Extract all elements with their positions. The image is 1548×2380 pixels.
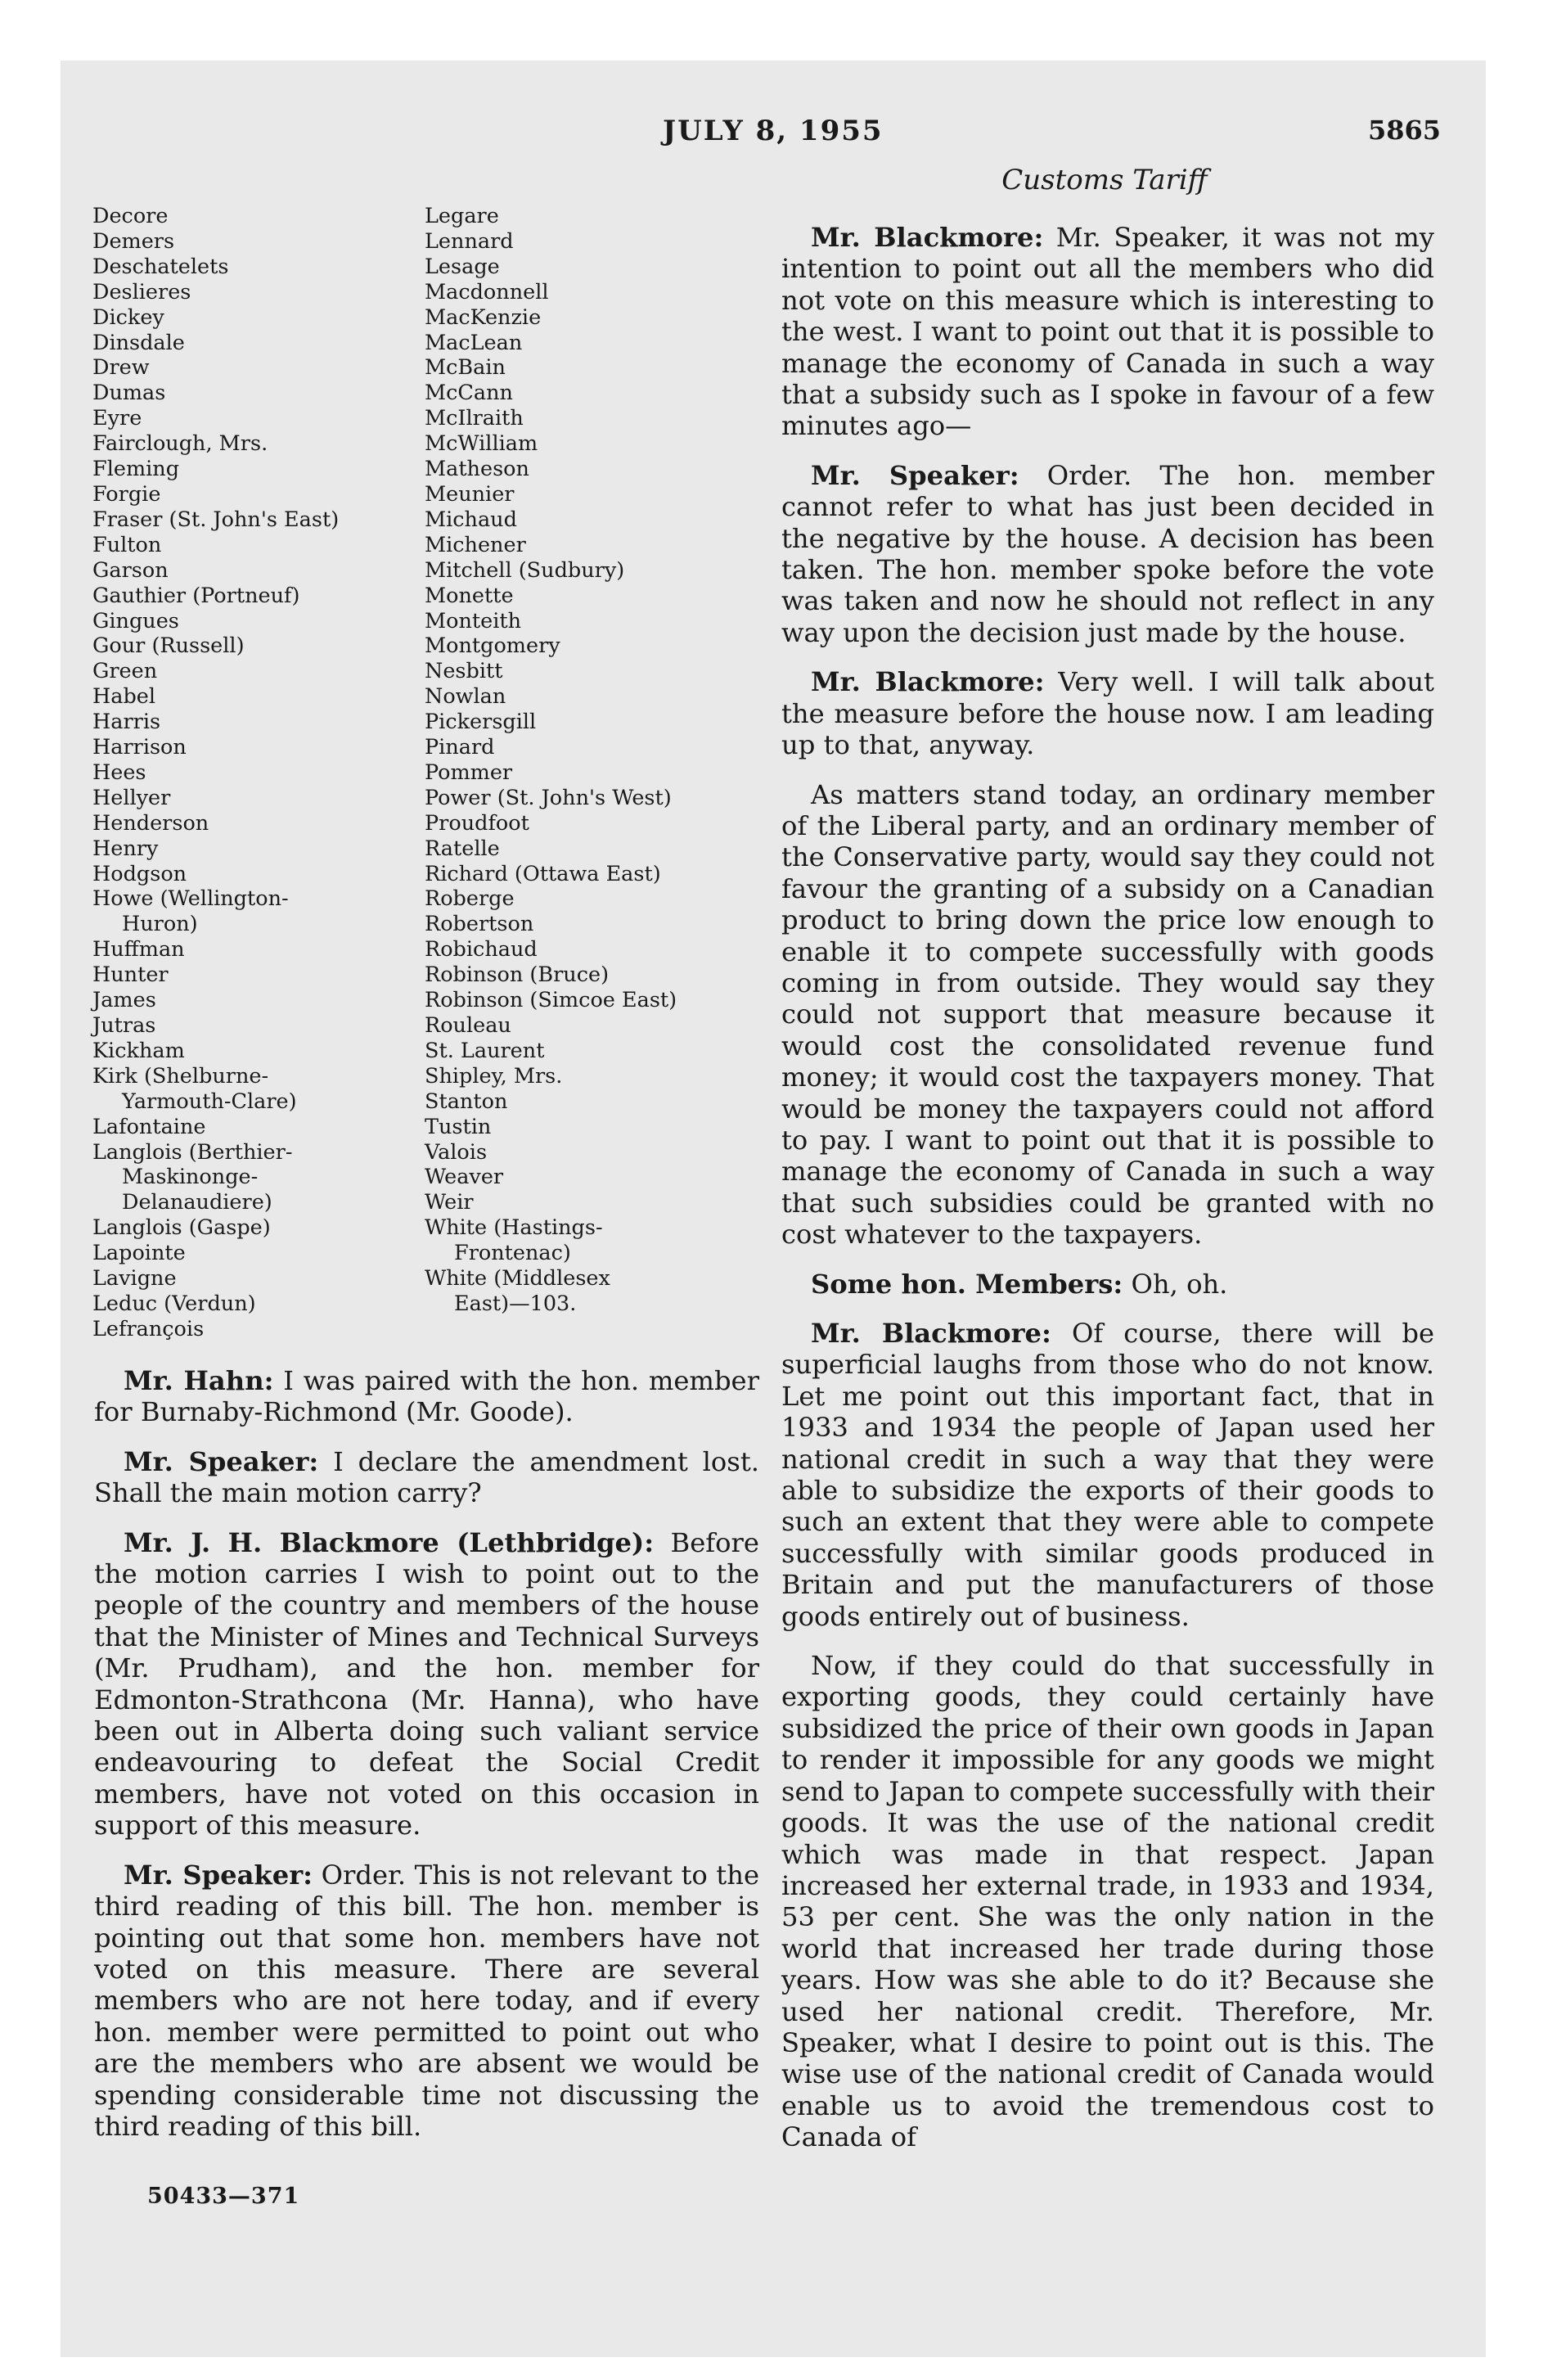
member-name: Lesage <box>425 254 500 279</box>
member-name: Fulton <box>92 532 162 557</box>
member-name: Macdonnell <box>425 279 549 304</box>
member-name: Lefrançois <box>92 1316 205 1341</box>
speech-paragraph <box>781 460 1434 648</box>
member-name: Ratelle <box>425 836 500 861</box>
member-name: Fraser (St. John's East) <box>92 507 340 532</box>
member-name: Garson <box>92 557 169 583</box>
member-name: Gingues <box>92 608 179 633</box>
member-name: Weir <box>425 1190 474 1215</box>
speech-paragraph <box>94 1365 759 1428</box>
member-name: Howe (Wellington- <box>92 886 289 912</box>
member-name: MacKenzie <box>425 304 542 330</box>
member-name: MacLean <box>425 330 523 355</box>
member-name: Fleming <box>92 457 180 482</box>
speech-paragraph <box>94 1446 759 1509</box>
speech-text: Order. The hon. member cannot refer to what has just been decided in the negative by the house. A decision has been taken. The hon. member spoke before the vote was taken and now he should not reflect in any way upon the decision just made by the house. <box>781 459 1434 648</box>
member-name: Proudfoot <box>425 810 529 836</box>
member-name: Monteith <box>425 608 522 633</box>
member-name: Pickersgill <box>425 710 537 735</box>
vote-names-column-1 <box>92 204 412 1342</box>
speech-paragraph <box>781 1269 1434 1300</box>
member-name: Lavigne <box>92 1266 177 1291</box>
member-name: Hodgson <box>92 861 187 886</box>
member-name: Robertson <box>425 912 534 937</box>
member-name: Leduc (Verdun) <box>92 1291 256 1316</box>
speech-text: I declare the amendment lost. Shall the main motion carry? <box>94 1445 759 1509</box>
footer-code: 50433—371 <box>147 2184 300 2209</box>
page-date: JULY 8, 1955 <box>663 115 884 147</box>
member-name: St. Laurent <box>425 1038 545 1063</box>
member-name: Michener <box>425 532 526 557</box>
member-name: White (Middlesex <box>425 1266 610 1291</box>
member-name: Decore <box>92 204 169 228</box>
member-name: McCann <box>425 381 513 406</box>
speech-paragraph <box>781 666 1434 760</box>
speaker-name: Mr. Hahn: <box>124 1365 274 1396</box>
member-name: Kirk (Shelburne- <box>92 1063 269 1089</box>
member-name: Harris <box>92 710 161 735</box>
speech-text: Order. This is not relevant to the third reading of this bill. The hon. member is pointing out that some hon. members have not voted on this measure. There are several members who are not here today, and if every hon. member were permitted to point out who are the members who are absent we would be spending considerable time not discussing the third reading of this bill. <box>94 1859 760 2142</box>
member-name: Meunier <box>425 481 515 507</box>
section-title: Customs Tariff <box>1001 164 1208 196</box>
member-name: Delanaudiere) <box>122 1190 272 1215</box>
member-name: Deschatelets <box>92 254 229 279</box>
member-name: James <box>92 988 156 1013</box>
member-name: Nesbitt <box>425 659 503 684</box>
member-name: White (Hastings- <box>425 1215 603 1241</box>
member-name: Demers <box>92 228 175 254</box>
member-name: Lapointe <box>92 1241 186 1266</box>
member-name: Dinsdale <box>92 330 185 355</box>
member-name: Jutras <box>92 1013 156 1038</box>
member-name: Nowlan <box>425 684 506 710</box>
member-name: McIlraith <box>425 406 524 431</box>
member-name: Deslieres <box>92 279 191 304</box>
member-name: Lafontaine <box>92 1114 206 1139</box>
speaker-name: Mr. Blackmore: <box>811 222 1044 253</box>
vote-names-column-2 <box>425 204 785 1317</box>
right-text-column <box>781 222 1434 2171</box>
member-name: McBain <box>425 355 506 381</box>
member-name: Green <box>92 659 158 684</box>
speech-text: Oh, oh. <box>1123 1268 1228 1300</box>
member-name: Drew <box>92 355 150 381</box>
member-name: Power (St. John's West) <box>425 785 672 810</box>
speech-text: I was paired with the hon. member for Burnaby-Richmond (Mr. Goode). <box>94 1365 759 1428</box>
speaker-name: Mr. Blackmore: <box>811 666 1045 698</box>
speech-paragraph <box>781 1318 1434 1632</box>
member-name: Mitchell (Sudbury) <box>425 557 625 583</box>
member-name: Gour (Russell) <box>92 633 245 659</box>
speaker-name: Some hon. Members: <box>811 1268 1123 1300</box>
speech-text: Mr. Speaker, it was not my intention to point out all the members who did not vote on this measure which is interesting to the west. I want to point out that it is possible to manage the economy of Canada in such a way that a subsidy such as I spoke in favour of a few minutes ago— <box>781 222 1434 442</box>
speech-text: Of course, there will be superficial laughs from those who do not know. Let me point out this important fact, that in 1933 and 1934 the people of Japan used her national credit in such a way that they were able to subsidize the exports of their goods to such an extent that they were able to compete successfully with similar goods produced in Britain and put the manufacturers of those goods entirely out of business. <box>781 1318 1435 1632</box>
member-name: Maskinonge- <box>122 1165 259 1190</box>
member-name: Hellyer <box>92 785 171 810</box>
member-name: Robinson (Bruce) <box>425 962 610 988</box>
member-name: McWilliam <box>425 431 538 457</box>
speech-text: Now, if they could do that successfully in exporting goods, they could certainly have subsidized the price of their own goods in Japan to render it impossible for any goods we might send to Japan to compete successfully with their goods. It was the use of the national credit which was made in that respect. Japan increased her external trade, in 1933 and 1934, 53 per cent. She was the only nation in the world that increased her trade during those years. How was she able to do it? Because she used her national credit. Therefore, Mr. Speaker, what I desire to point out is this. The wise use of the national credit of Canada would enable us to avoid the tremendous cost to Canada of <box>781 1650 1434 2153</box>
member-name: Shipley, Mrs. <box>425 1063 563 1089</box>
member-name: Yarmouth-Clare) <box>122 1089 297 1114</box>
member-name: Huffman <box>92 937 185 962</box>
member-name: Monette <box>425 583 514 608</box>
speech-paragraph <box>781 779 1434 1251</box>
member-name: Valois <box>425 1139 488 1165</box>
member-name: Montgomery <box>425 633 560 659</box>
member-name: Dickey <box>92 304 164 330</box>
member-name: Huron) <box>122 912 198 937</box>
speech-text: As matters stand today, an ordinary member of the Liberal party, and an ordinary member of the Conservative party, would say they could not favour the granting of a subsidy on a Canadian product to bring down the price low enough to enable it to compete successfully with goods coming in from outside. They would say they could not support that measure because it would cost the consolidated revenue fund money; it would cost the taxpayers money. That would be money the taxpayers could not afford to pay. I want to point out that it is possible to manage the economy of Canada in such a way that such subsidies could be granted with no cost whatever to the taxpayers. <box>781 778 1434 1251</box>
member-name: Langlois (Berthier- <box>92 1139 293 1165</box>
member-name: Lennard <box>425 228 514 254</box>
member-name: East)—103. <box>454 1291 577 1316</box>
speech-paragraph <box>781 1650 1434 2153</box>
member-name: Robichaud <box>425 937 538 962</box>
speech-text: Before the motion carries I wish to point out to the people of the country and members of the house that the Minister of Mines and Technical Surveys (Mr. Prudham), and the hon. member for Edmonton-Strathcona (Mr. Hanna), who have been out in Alberta doing such valiant service endeavouring to defeat the Social Credit members, have not voted on this occasion in support of this measure. <box>94 1526 759 1841</box>
speech-paragraph <box>94 1527 759 1841</box>
member-name: Dumas <box>92 381 166 406</box>
member-name: Rouleau <box>425 1013 511 1038</box>
member-name: Habel <box>92 684 156 710</box>
member-name: Stanton <box>425 1089 508 1114</box>
speaker-name: Mr. J. H. Blackmore (Lethbridge): <box>124 1526 655 1558</box>
member-name: Hees <box>92 760 146 785</box>
member-name: Gauthier (Portneuf) <box>92 583 300 608</box>
speaker-name: Mr. Speaker: <box>124 1859 313 1891</box>
member-name: Richard (Ottawa East) <box>425 861 661 886</box>
member-name: Robinson (Simcoe East) <box>425 988 677 1013</box>
member-name: Eyre <box>92 406 142 431</box>
member-name: Weaver <box>425 1165 504 1190</box>
member-name: Matheson <box>425 457 529 482</box>
speaker-name: Mr. Speaker: <box>811 459 1019 491</box>
member-name: Kickham <box>92 1038 185 1063</box>
page-number: 5865 <box>1368 115 1442 146</box>
speech-paragraph <box>94 1859 759 2143</box>
member-name: Henderson <box>92 810 209 836</box>
member-name: Hunter <box>92 962 169 988</box>
member-name: Tustin <box>425 1114 492 1139</box>
speaker-name: Mr. Blackmore: <box>811 1318 1051 1349</box>
speech-text: Very well. I will talk about the measure before the house now. I am leading up to that, anyway. <box>781 666 1434 761</box>
speaker-name: Mr. Speaker: <box>124 1445 319 1477</box>
member-name: Fairclough, Mrs. <box>92 431 268 457</box>
member-name: Pommer <box>425 760 513 785</box>
member-name: Pinard <box>425 735 495 760</box>
member-name: Harrison <box>92 735 187 760</box>
member-name: Langlois (Gaspe) <box>92 1215 271 1241</box>
speech-paragraph <box>781 222 1434 442</box>
left-text-column <box>94 1365 759 2160</box>
member-name: Frontenac) <box>454 1241 571 1266</box>
member-name: Forgie <box>92 481 161 507</box>
member-name: Legare <box>425 204 499 228</box>
member-name: Roberge <box>425 886 515 912</box>
member-name: Henry <box>92 836 159 861</box>
member-name: Michaud <box>425 507 517 532</box>
